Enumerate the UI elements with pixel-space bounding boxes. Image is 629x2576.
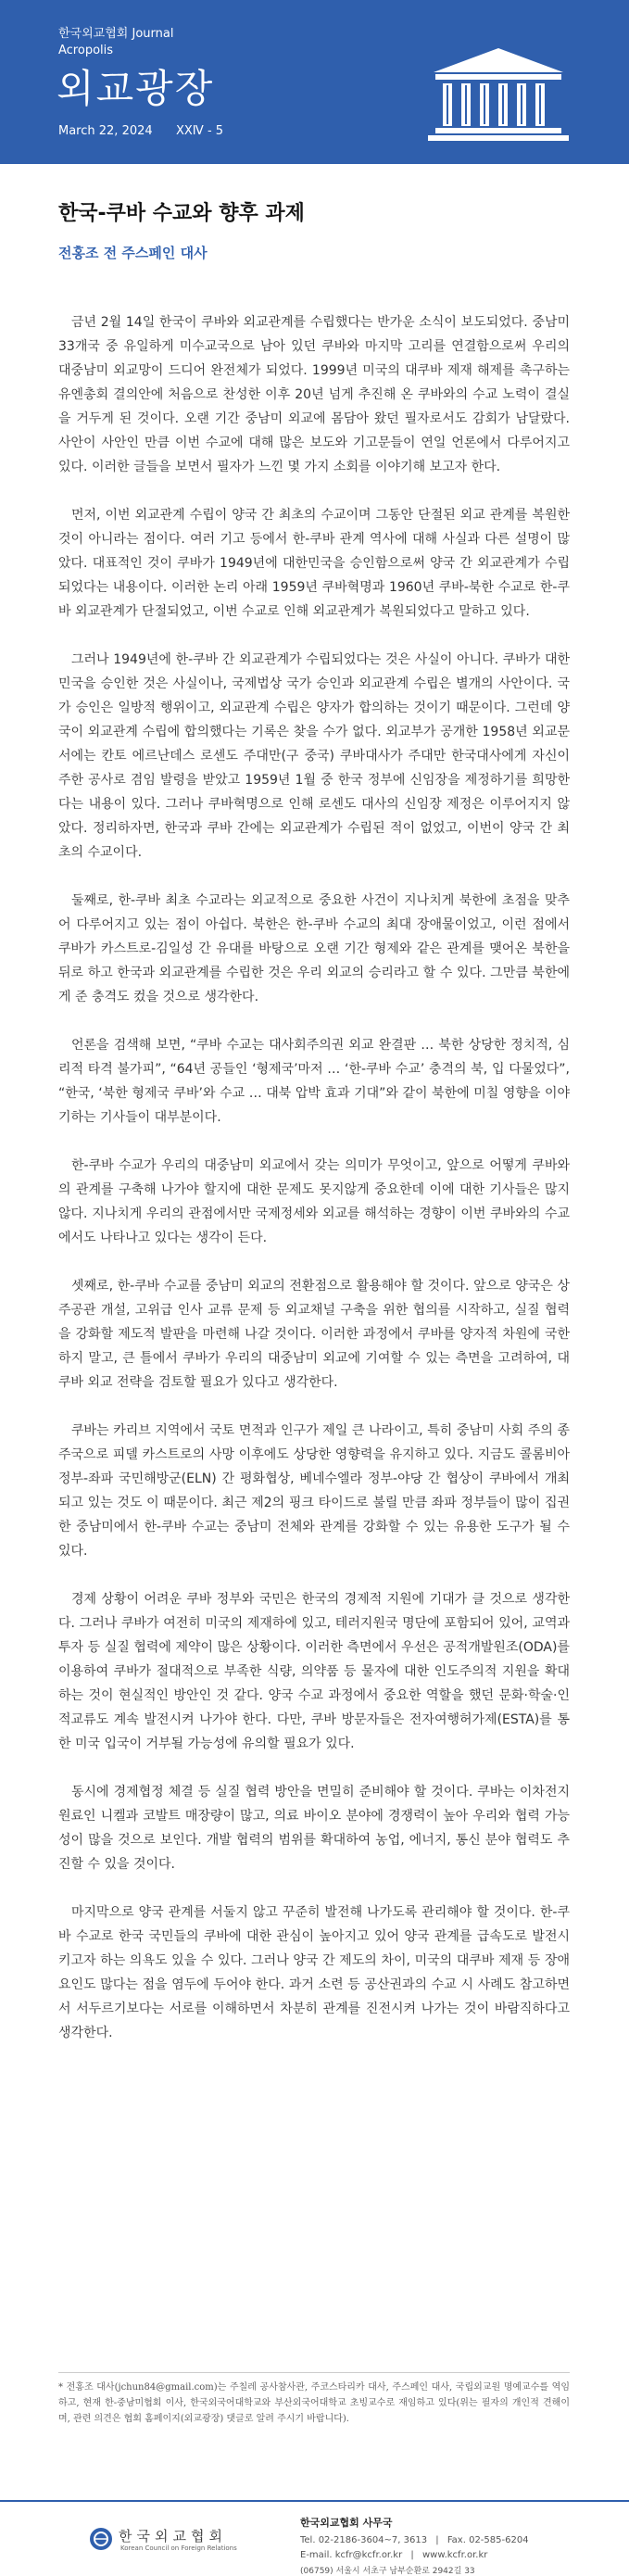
issue-date: March 22, 2024 xyxy=(58,124,153,138)
paragraph: 먼저, 이번 외교관계 수립이 양국 간 최초의 수교이며 그동안 단절된 외교 관계를 복원한 것이 아니라는 점이다. 여러 기고 등에서 한-쿠바 관계 역사에 대해 사실과 다른 설명이 많았다. 대표적인 것이 쿠바가 1949년에 대한민국을 승인함으로써 양국 간 외교관계가 수립되었다는 내용이다. 이러한 논리 아래 1959년 쿠바혁명과 1960년 쿠바-북한 수교로 한-쿠바 외교관계가 단절되었고, 이번 수교로 인해 외교관계가 복원되었다고 말하고 있다. xyxy=(58,508,570,619)
journal-subtitle: Acropolis xyxy=(58,44,114,57)
temple-icon xyxy=(424,44,572,146)
footer-contact-web: E-mail. kcfr@kcfr.or.kr | www.kcfr.or.kr xyxy=(300,2550,488,2560)
footer-divider xyxy=(0,2500,629,2502)
author-footnote: * 전홍조 대사(jchun84@gmail.com)는 주칠레 공사참사관, 주코스타리카 대사, 주스페인 대사, 국립외교원 명예교수를 역임하고, 현재 한-중남미협회 이사, 한국외국어대학교와 부산외국어대학교 초빙교수로 재임하고 있다(위는 필자의 개인적 견해이며, 관련 의견은 협회 홈페이지(외교광장) 댓글로 알려 주시기 바랍니다). xyxy=(58,2382,570,2424)
paragraph: 셋째로, 한-쿠바 수교를 중남미 외교의 전환점으로 활용해야 할 것이다. 앞으로 양국은 상주공관 개설, 고위급 인사 교류 문제 등 외교채널 구축을 위한 협의를 시작하고, 실질 협력을 강화할 제도적 발판을 마련해 나갈 것이다. 이러한 과정에서 쿠바를 양자적 차원에 국한하지 말고, 큰 틀에서 쿠바가 우리의 대중남미 외교에 기여할 수 있는 측면을 고려하여, 대쿠바 외교 전략을 검토할 필요가 있다고 생각한다. xyxy=(58,1279,570,1390)
footer-website-link[interactable]: www.kcfr.or.kr xyxy=(421,2550,488,2560)
footer-fax: Fax. 02-585-6204 xyxy=(447,2535,529,2545)
paragraph: 금년 2월 14일 한국이 쿠바와 외교관계를 수립했다는 반가운 소식이 보도되었다. 중남미 33개국 중 유일하게 미수교국으로 남아 있던 쿠바와 마지막 고리를 연결함으로써 우리의 대중남미 외교망이 드디어 완전체가 되었다. 1999년 미국의 대쿠바 제재 해제를 촉구하는 유엔총회 결의안에 처음으로 찬성한 이후 20년 넘게 추진해 온 쿠바와의 수교 노력이 결실을 거두게 된 것이다. 오랜 기간 중남미 외교에 몸담아 왔던 필자로서도 감회가 남달랐다. 사안이 사안인 만큼 이번 수교에 대해 많은 보도와 기고문들이 연일 언론에서 다루어지고 있다. 이러한 글들을 보면서 필자가 느낀 몇 가지 소회를 이야기해 보고자 한다. xyxy=(58,315,570,474)
footer-address: (06759) 서울시 서초구 남부순환로 2942길 33 xyxy=(300,2567,475,2576)
article-title: 한국-쿠바 수교와 향후 과제 xyxy=(58,202,305,225)
paragraph: 경제 상황이 어려운 쿠바 정부와 국민은 한국의 경제적 지원에 기대가 클 것으로 생각한다. 그러나 쿠바가 여전히 미국의 제재하에 있고, 테러지원국 명단에 포함되어 있어, 교역과 투자 등 실질 협력에 제약이 많은 상황이다. 이러한 측면에서 우선은 공적개발원조(ODA)를 이용하여 쿠바가 절대적으로 부족한 식량, 의약품 등 물자에 대한 인도주의적 지원을 확대하는 것이 현실적인 방안인 것 같다. 양국 수교 과정에서 중요한 역할을 했던 문화·학술·인적교류도 계속 발전시켜 나가야 한다. 다만, 쿠바 방문자들은 전자여행허가제(ESTA)를 통한 미국 입국이 거부될 가능성에 유의할 필요가 있다. xyxy=(58,1592,570,1751)
journal-title: 외교광장 xyxy=(57,66,215,111)
article-author: 전홍조 전 주스페인 대사 xyxy=(58,245,208,261)
article-body xyxy=(58,310,570,2069)
paragraph: 마지막으로 양국 관계를 서둘지 않고 꾸준히 발전해 나가도록 관리해야 할 것이다. 한-쿠바 수교로 한국 국민들의 쿠바에 대한 관심이 높아지고 있어 양국 관계를 급속도로 발전시키고자 하는 의욕도 있을 수 있다. 그러나 양국 간 제도의 차이, 미국의 대쿠바 제재 등 장애 요인도 많다는 점을 염두에 두어야 한다. 과거 소련 등 공산권과의 수교 시 사례도 참고하면서 서두르기보다는 서로를 이해하면서 차분히 관계를 진전시켜 나가는 것이 바람직하다고 생각한다. xyxy=(58,1905,570,2040)
paragraph: 쿠바는 카리브 지역에서 국토 면적과 인구가 제일 큰 나라이고, 특히 중남미 사회 주의 종주국으로 피델 카스트로의 사망 이후에도 상당한 영향력을 유지하고 있다. 지금도 콜롬비아 정부-좌파 국민해방군(ELN) 간 평화협상, 베네수엘라 정부-야당 간 협상이 쿠바에서 개최되고 있는 것도 이 때문이다. 최근 제2의 핑크 타이드로 불릴 만큼 좌파 정부들이 많이 집권한 중남미에서 한-쿠바 수교는 중남미 전체와 관계를 강화할 수 있는 유용한 도구가 될 수 있다. xyxy=(58,1423,571,1559)
issue-volume: ⅩⅩⅣ - 5 xyxy=(176,124,224,138)
footer-contact: Tel. 02-2186-3604~7, 3613 | Fax. 02-585-6204 xyxy=(300,2535,529,2545)
footer-org-name: 한국외교협회 xyxy=(119,2528,227,2544)
paragraph: 언론을 검색해 보면, “쿠바 수교는 대사회주의권 외교 완결판 … 북한 상당한 정치적, 심리적 타격 불가피”, “64년 공들인 ‘형제국’마저 … ‘한-쿠바 수교’ 충격의 북, 입 다물었다”, “한국, ‘북한 형제국 쿠바’와 수교 … 대북 압박 효과 기대”와 같이 북한에 미칠 영향을 이야기하는 기사들이 대부분이다. xyxy=(58,1038,570,1125)
paragraph: 그러나 1949년에 한-쿠바 간 외교관계가 수립되었다는 것은 사실이 아니다. 쿠바가 대한민국을 승인한 것은 사실이나, 국제법상 국가 승인과 외교관계 수립은 별개의 사안이다. 국가 승인은 일방적 행위이고, 외교관계 수립은 양자가 합의하는 것이기 때문이다. 그런데 양국이 외교관계 수립에 합의했다는 기록은 찾을 수가 없다. 외교부가 공개한 1958년 외교문서에는 칸토 에르난데스 로센도 주대만(구 중국) 쿠바대사가 주대만 한국대사에게 자신이 주한 공사로 겸임 발령을 받았고 1959년 1월 중 한국 정부에 신임장을 제정하기를 희망한다는 내용이 있다. 그러나 쿠바혁명으로 인해 로센도 대사의 신임장 제정은 이루어지지 않았다. 정리하자면, 한국과 쿠바 간에는 외교관계가 수립된 적이 없었고, 이번이 양국 간 최초의 수교이다. xyxy=(58,652,570,860)
paragraph: 둘째로, 한-쿠바 최초 수교라는 외교적으로 중요한 사건이 지나치게 북한에 초점을 맞추어 다루어지고 있는 점이 아쉽다. 북한은 한-쿠바 수교의 최대 장애물이었고, 이런 점에서 쿠바가 카스트로-김일성 간 유대를 바탕으로 오랜 기간 형제와 같은 관계를 맺어온 북한을 뒤로 하고 한국과 외교관계를 수립한 것은 우리 외교의 승리라고 할 수 있다. 그만큼 북한에게 준 충격도 컸을 것으로 생각한다. xyxy=(58,893,570,1004)
paragraph: 동시에 경제협정 체결 등 실질 협력 방안을 면밀히 준비해야 할 것이다. 쿠바는 이차전지 원료인 니켈과 코발트 매장량이 많고, 의료 바이오 분야에 경쟁력이 높아 우리와 협력 가능성이 많을 것으로 보인다. 개발 협력의 범위를 확대하여 농업, 에너지, 통신 분야 협력도 추진할 수 있을 것이다. xyxy=(58,1785,570,1872)
kcfr-logo-icon xyxy=(89,2527,113,2551)
journal-header xyxy=(0,0,629,164)
footer-org-name-en: Korean Council on Foreign Relations xyxy=(120,2544,237,2552)
footer-email-link[interactable]: E-mail. kcfr@kcfr.or.kr xyxy=(300,2550,403,2560)
footer-tel: Tel. 02-2186-3604~7, 3613 xyxy=(300,2535,428,2545)
journal-org: 한국외교협회 Journal xyxy=(58,27,174,41)
footnote-divider xyxy=(58,2372,570,2373)
paragraph: 한-쿠바 수교가 우리의 대중남미 외교에서 갖는 의미가 무엇이고, 앞으로 어떻게 쿠바와의 관계를 구축해 나가야 할지에 대한 문제도 못지않게 중요한데 이에 대한 기사들은 많지 않다. 지나치게 우리의 관점에서만 국제정세와 외교를 해석하는 경향이 이번 쿠바와의 수교에서도 나타나고 있다는 생각이 든다. xyxy=(58,1158,570,1245)
footer-office: 한국외교협회 사무국 xyxy=(300,2517,393,2529)
